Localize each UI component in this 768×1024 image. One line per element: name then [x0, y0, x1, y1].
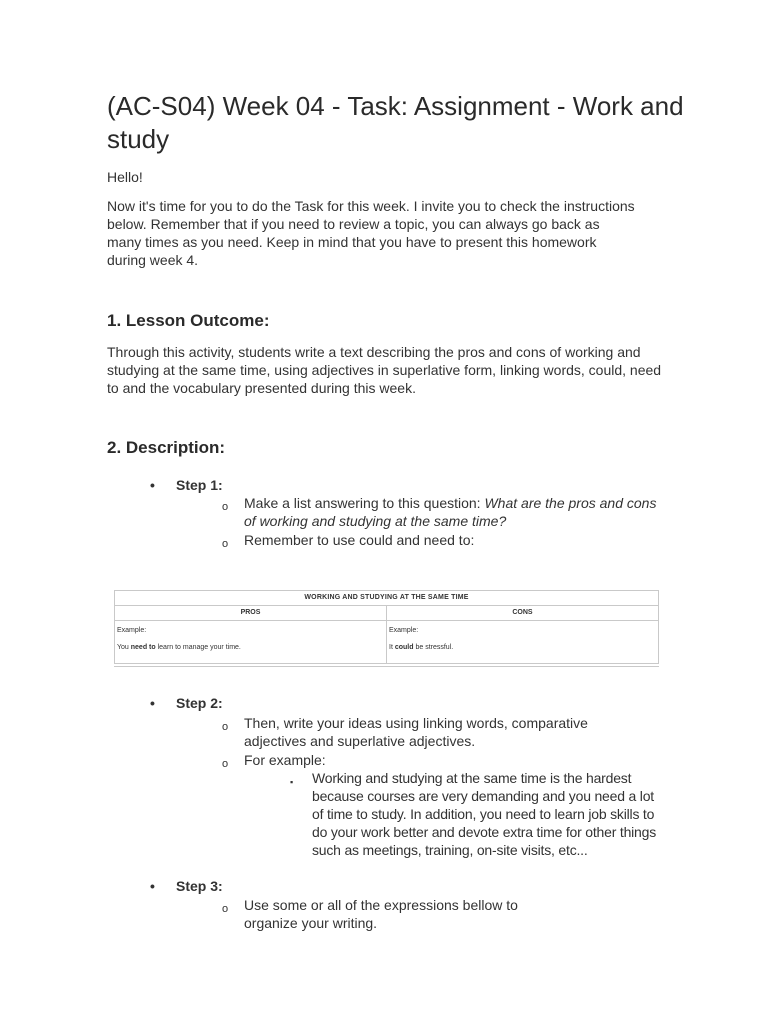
cons-sentence-end: be stressful. [413, 644, 454, 651]
step-2-for-example-text: For example: [244, 752, 326, 768]
step-1-label: Step 1: [176, 477, 223, 493]
step-3-expressions-text: Use some or all of the expressions bellow to organize your writing. [244, 897, 518, 931]
square-bullet-icon: ▪ [290, 777, 293, 787]
table-header-cons: CONS [512, 609, 533, 616]
pros-example-sentence [117, 643, 384, 652]
circle-bullet-icon: o [222, 721, 229, 733]
bullet-icon: • [150, 878, 155, 894]
bullet-icon: • [150, 477, 155, 493]
step-1-subitem-question [222, 494, 662, 530]
pros-sentence-end: learn to manage your time. [155, 644, 241, 651]
pros-example-label: Example: [117, 627, 147, 634]
step-2-subitem-instructions [222, 714, 642, 750]
step-2-example-text: Working and studying at the same time is the hardest because courses are very demanding and you need a lot of time to study. In addition, you need to learn job skills to do your work better and devote extra time for other things such as meetings, training, on-site visits, etc... [312, 770, 657, 858]
step-1-question-lead: Make a list answering to this question: [244, 495, 485, 511]
page-title: (AC-S04) Week 04 - Task: Assignment - Work and study [107, 91, 684, 154]
table-title: WORKING AND STUDYING AT THE SAME TIME [115, 591, 658, 606]
table-header-pros: PROS [115, 606, 387, 620]
step-1-item [150, 477, 223, 493]
step-3-subitem-expressions [222, 896, 532, 932]
circle-bullet-icon: o [222, 501, 229, 513]
step-2-instructions-text: Then, write your ideas using linking words, comparative adjectives and superlative adjectives. [244, 715, 588, 749]
lesson-outcome-text: Through this activity, students write a text describing the pros and cons of working and studying at the same time, using adjectives in superlative form, linking words, could, need to and the vocabulary presented during this week. [107, 344, 662, 396]
step-3-item [150, 878, 223, 894]
pros-sentence-bold: need to [130, 644, 156, 651]
section-heading-lesson-outcome: 1. Lesson Outcome: [107, 311, 270, 330]
table-header-row [115, 606, 658, 621]
table-cell-cons [387, 621, 658, 663]
pros-cons-table [114, 590, 659, 664]
step-2-label: Step 2: [176, 695, 223, 711]
pros-sentence-start: You [117, 644, 131, 651]
cons-sentence-start: It [389, 644, 395, 651]
circle-bullet-icon: o [222, 758, 229, 770]
step-2-item [150, 695, 223, 711]
cons-sentence-bold: could [394, 644, 414, 651]
step-3-label: Step 3: [176, 878, 223, 894]
circle-bullet-icon: o [222, 903, 229, 915]
bullet-icon: • [150, 695, 155, 711]
cons-example-label: Example: [389, 627, 419, 634]
greeting-text: Hello! [107, 169, 143, 185]
table-bottom-rule [114, 663, 659, 667]
step-1-reminder-text: Remember to use could and need to: [244, 532, 475, 548]
step-2-example-paragraph-item [290, 769, 665, 859]
step-1-question-italic: What are the pros and cons of working and studying at the same time? [244, 495, 657, 529]
circle-bullet-icon: o [222, 538, 229, 550]
table-cell-pros [115, 621, 387, 663]
step-2-subitem-for-example [222, 751, 662, 769]
intro-paragraph: Now it's time for you to do the Task for this week. I invite you to check the instructions below. Remember that if you need to review a topic, you can always go back as many times as you need. Keep in mind that you have to present this homework during week 4. [107, 198, 635, 268]
table-row [115, 621, 658, 663]
cons-example-sentence [389, 643, 656, 652]
step-1-subitem-reminder [222, 531, 662, 549]
section-heading-description: 2. Description: [107, 438, 226, 457]
